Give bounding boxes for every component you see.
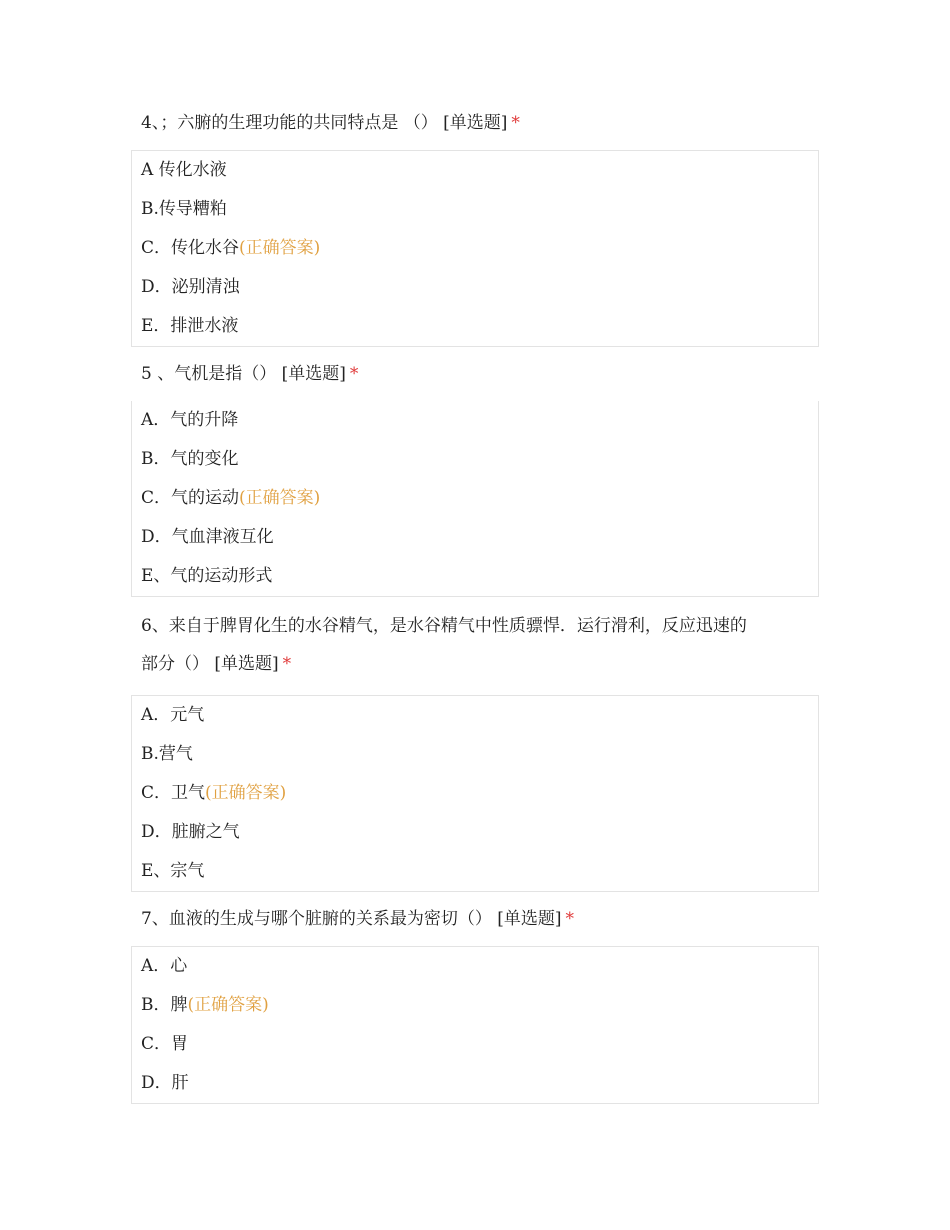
option-label: E、宗气 [141,861,205,881]
option-a[interactable] [132,696,818,735]
option-label: D．脏腑之气 [141,822,240,842]
option-label: A．气的升降 [141,410,239,430]
question-4 [131,104,819,347]
option-a[interactable] [132,947,818,986]
option-label: B.营气 [141,744,193,764]
required-mark: * [511,113,520,133]
options-box [131,150,819,347]
options-box [131,946,819,1104]
question-title [131,900,819,938]
required-mark: * [282,654,292,674]
question-text-line-1: 6、来自于脾胃化生的水谷精气，是水谷精气中性质骠悍．运行滑利，反应迅速的 [141,616,747,636]
question-text: 7、血液的生成与哪个脏腑的关系最为密切（） [单选题] [141,909,562,929]
option-label: C．胃 [141,1034,189,1054]
option-label: D．泌别清浊 [141,277,240,297]
option-e[interactable] [132,557,818,596]
correct-answer-tag: (正确答案) [187,995,269,1015]
correct-answer-tag: (正确答案) [239,488,321,508]
option-d[interactable] [132,268,818,307]
option-b[interactable] [132,735,818,774]
correct-answer-tag: (正确答案) [239,238,321,258]
question-text: 5 、气机是指（） [单选题] [141,364,346,384]
option-c[interactable] [132,774,818,813]
options-box [131,401,819,597]
question-5 [131,355,819,597]
option-a[interactable] [132,151,818,190]
option-label: B.传导糟粕 [141,199,227,219]
option-c[interactable] [132,229,818,268]
question-title [131,355,819,393]
option-label: A 传化水液 [141,160,227,180]
option-d[interactable] [132,518,818,557]
option-label: C．卫气 [141,783,206,803]
question-text-line-2: 部分（） [单选题] [141,654,279,674]
required-mark: * [565,909,574,929]
option-b[interactable] [132,440,818,479]
options-box [131,695,819,892]
option-label: A．元气 [141,705,205,725]
question-title [131,605,819,687]
option-a[interactable] [132,401,818,440]
option-label: C．气的运动 [141,488,240,508]
option-d[interactable] [132,813,818,852]
option-e[interactable] [132,307,818,346]
question-7 [131,900,819,1104]
option-label: E．排泄水液 [141,316,239,336]
option-label: C．传化水谷 [141,238,240,258]
option-label: A．心 [141,956,188,976]
question-title [131,104,819,142]
option-label: E、气的运动形式 [141,566,273,586]
option-c[interactable] [132,479,818,518]
option-label: B．脾 [141,995,188,1015]
option-b[interactable] [132,986,818,1025]
option-c[interactable] [132,1025,818,1064]
option-label: D．气血津液互化 [141,527,274,547]
option-label: D．肝 [141,1073,189,1093]
question-text: 4、；六腑的生理功能的共同特点是 （） [单选题] [141,113,508,133]
option-b[interactable] [132,190,818,229]
question-6 [131,605,819,892]
option-label: B．气的变化 [141,449,239,469]
option-e[interactable] [132,852,818,891]
option-d[interactable] [132,1064,818,1103]
questionnaire-page [131,104,819,1112]
required-mark: * [349,364,359,384]
correct-answer-tag: (正确答案) [205,783,287,803]
